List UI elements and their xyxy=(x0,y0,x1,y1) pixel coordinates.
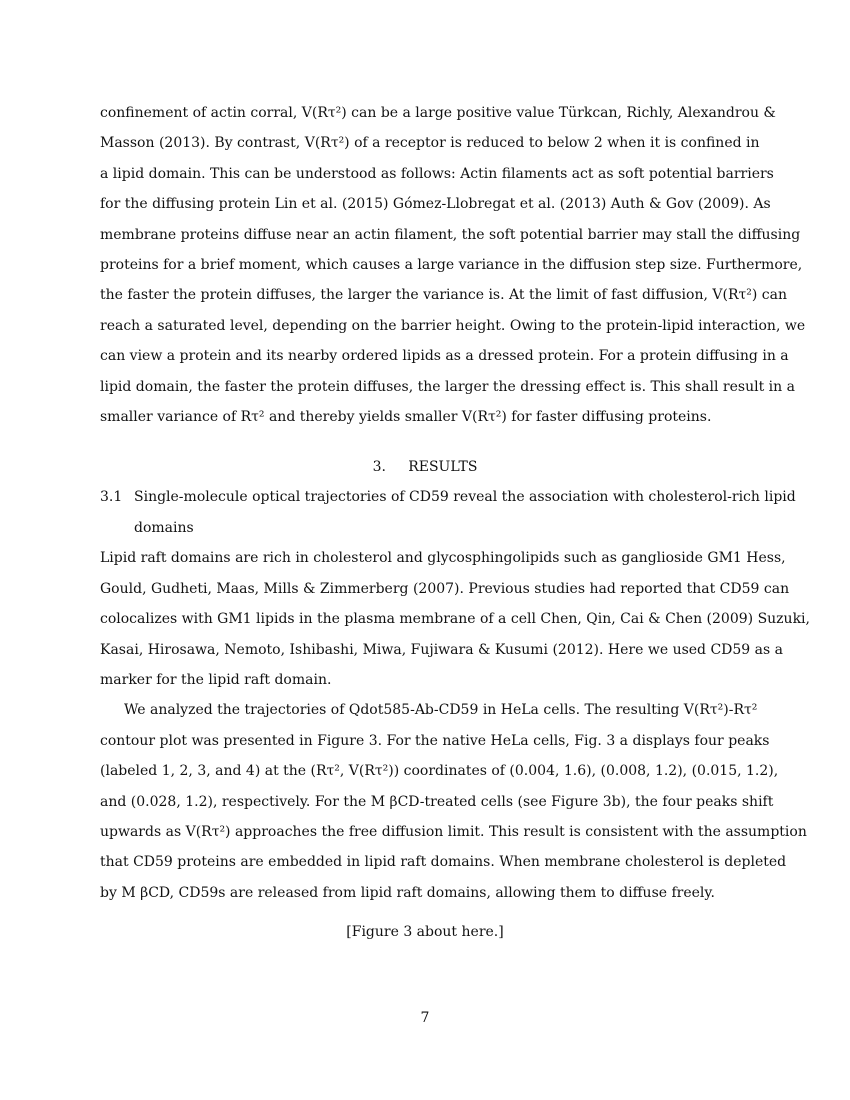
text-line: proteins for a brief moment, which causes a large variance in the diffusion step size. Furthermore, xyxy=(100,257,803,274)
text-line: Gould, Gudheti, Maas, Mills & Zimmerberg (2007). Previous studies had reported that CD59 can xyxy=(100,580,790,597)
subsection-heading xyxy=(100,482,796,543)
paragraph-confinement xyxy=(100,98,806,432)
paragraph-lipid-raft xyxy=(100,543,810,695)
text-line: marker for the lipid raft domain. xyxy=(100,671,332,688)
text-line: and (0.028, 1.2), respectively. For the M βCD-treated cells (see Figure 3b), the four peaks shift xyxy=(100,793,774,810)
text-line: that CD59 proteins are embedded in lipid raft domains. When membrane cholesterol is depleted xyxy=(100,854,787,871)
page-number: 7 xyxy=(420,1010,430,1026)
text-line: Lipid raft domains are rich in cholesterol and glycosphingolipids such as ganglioside GM1 Hess, xyxy=(100,550,786,567)
section-heading xyxy=(100,452,750,482)
subsection-title xyxy=(134,482,796,543)
text-line: confinement of actin corral, V(Rτ²) can be a large positive value Türkcan, Richly, Alexandrou & xyxy=(100,105,776,121)
text-line: the faster the protein diffuses, the larger the variance is. At the limit of fast diffusion, V(Rτ²) can xyxy=(100,287,787,304)
text-line: upwards as V(Rτ²) approaches the free diffusion limit. This result is consistent with the assumption xyxy=(100,823,807,840)
text-line: smaller variance of Rτ² and thereby yields smaller V(Rτ²) for faster diffusing proteins. xyxy=(100,409,712,426)
text-line: can view a protein and its nearby ordered lipids as a dressed protein. For a protein diffusing in a xyxy=(100,348,789,365)
text-line: reach a saturated level, depending on the barrier height. Owing to the protein-lipid interaction, we xyxy=(100,317,806,334)
section-number: 3. xyxy=(372,459,386,476)
subsection-title-line: Single-molecule optical trajectories of CD59 reveal the association with cholesterol-rich lipid xyxy=(134,489,796,506)
text-line: Masson (2013). By contrast, V(Rτ²) of a receptor is reduced to below 2 when it is confined in xyxy=(100,135,760,152)
text-line: lipid domain, the faster the protein diffuses, the larger the dressing effect is. This shall result in a xyxy=(100,378,795,395)
text-line: We analyzed the trajectories of Qdot585-Ab-CD59 in HeLa cells. The resulting V(Rτ²)-Rτ² xyxy=(124,702,758,719)
figure-placeholder: [Figure 3 about here.] xyxy=(346,924,504,941)
text-line: (labeled 1, 2, 3, and 4) at the (Rτ², V(Rτ²)) coordinates of (0.004, 1.6), (0.008, 1.2), (0.015, 1.2), xyxy=(100,763,779,780)
text-line: colocalizes with GM1 lipids in the plasma membrane of a cell Chen, Qin, Cai & Chen (2009) Suzuki, xyxy=(100,611,810,628)
section-title: RESULTS xyxy=(408,459,478,476)
page-body xyxy=(100,98,810,941)
subsection-number: 3.1 xyxy=(100,489,123,506)
text-line: for the diffusing protein Lin et al. (2015) Gómez-Llobregat et al. (2013) Auth & Gov (2009). As xyxy=(100,196,771,213)
subsection-title-line: domains xyxy=(134,519,194,536)
text-line: Kasai, Hirosawa, Nemoto, Ishibashi, Miwa, Fujiwara & Kusumi (2012). Here we used CD59 as a xyxy=(100,641,783,658)
text-line: contour plot was presented in Figure 3. For the native HeLa cells, Fig. 3 a displays four peaks xyxy=(100,732,770,749)
paragraph-analysis xyxy=(100,695,807,908)
text-line: a lipid domain. This can be understood as follows: Actin filaments act as soft potential barriers xyxy=(100,165,774,182)
text-line: membrane proteins diffuse near an actin filament, the soft potential barrier may stall the diffusing xyxy=(100,226,801,243)
text-line: by M βCD, CD59s are released from lipid raft domains, allowing them to diffuse freely. xyxy=(100,884,715,901)
